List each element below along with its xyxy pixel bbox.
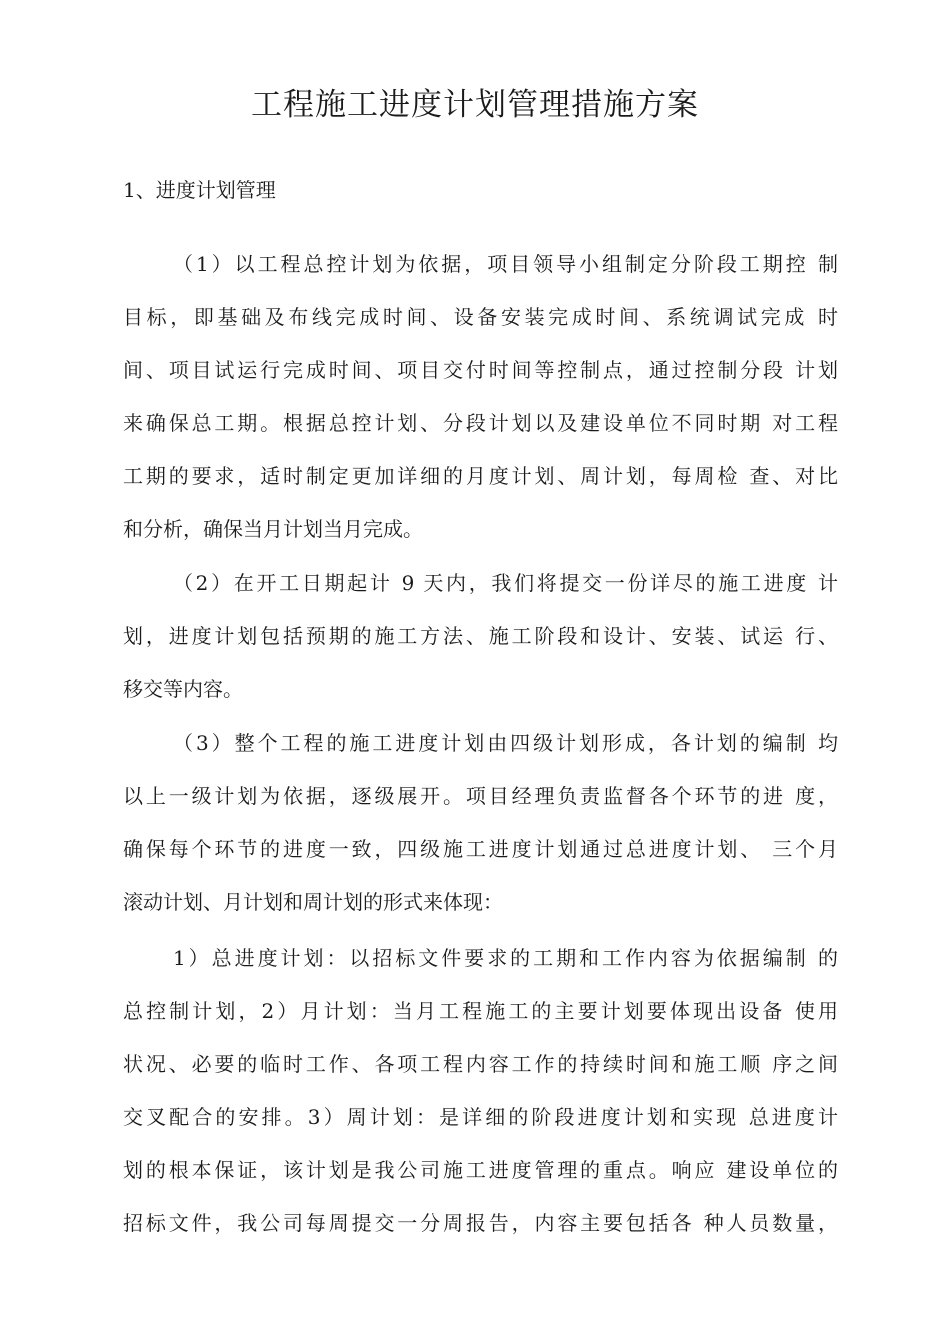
document-title: 工程施工进度计划管理措施方案	[251, 87, 699, 123]
paragraph-3-line-4: 滚动计划、月计划和周计划的形式来体现：	[123, 890, 503, 914]
section-heading: 1、进度计划管理	[123, 178, 276, 202]
paragraph-4-line-1: 1）总进度计划：以招标文件要求的工期和工作内容为依据编制 的	[173, 946, 838, 970]
paragraph-4-line-2: 总控制计划，2）月计划：当月工程施工的主要计划要体现出设备 使用	[123, 999, 838, 1023]
paragraph-2-line-1: （2）在开工日期起计 9 天内，我们将提交一份详尽的施工进度 计	[173, 571, 838, 595]
paragraph-1-line-2: 目标，即基础及布线完成时间、设备安装完成时间、系统调试完成 时	[123, 305, 838, 329]
paragraph-1-line-3: 间、项目试运行完成时间、项目交付时间等控制点，通过控制分段 计划	[123, 358, 838, 382]
paragraph-1-line-6: 和分析，确保当月计划当月完成。	[123, 517, 423, 541]
paragraph-3-line-1: （3）整个工程的施工进度计划由四级计划形成，各计划的编制 均	[173, 731, 838, 755]
paragraph-3-line-2: 以上一级计划为依据，逐级展开。项目经理负责监督各个环节的进 度，	[123, 784, 838, 808]
paragraph-2-line-2: 划，进度计划包括预期的施工方法、施工阶段和设计、安装、试运 行、	[123, 624, 838, 648]
paragraph-3-line-3: 确保每个环节的进度一致，四级施工进度计划通过总进度计划、 三个月	[123, 837, 838, 861]
paragraph-4-line-3: 状况、必要的临时工作、各项工程内容工作的持续时间和施工顺 序之间	[123, 1052, 838, 1076]
paragraph-4-line-6: 招标文件，我公司每周提交一分周报告，内容主要包括各 种人员数量，	[123, 1211, 838, 1235]
paragraph-1-line-1: （1）以工程总控计划为依据，项目领导小组制定分阶段工期控 制	[173, 252, 838, 276]
paragraph-4-line-5: 划的根本保证，该计划是我公司施工进度管理的重点。响应 建设单位的	[123, 1158, 838, 1182]
paragraph-4-line-4: 交叉配合的安排。3）周计划：是详细的阶段进度计划和实现 总进度计	[123, 1105, 838, 1129]
paragraph-2-line-3: 移交等内容。	[123, 677, 243, 701]
paragraph-1-line-5: 工期的要求，适时制定更加详细的月度计划、周计划，每周检 查、对比	[123, 464, 838, 488]
paragraph-1-line-4: 来确保总工期。根据总控计划、分段计划以及建设单位不同时期 对工程	[123, 411, 838, 435]
